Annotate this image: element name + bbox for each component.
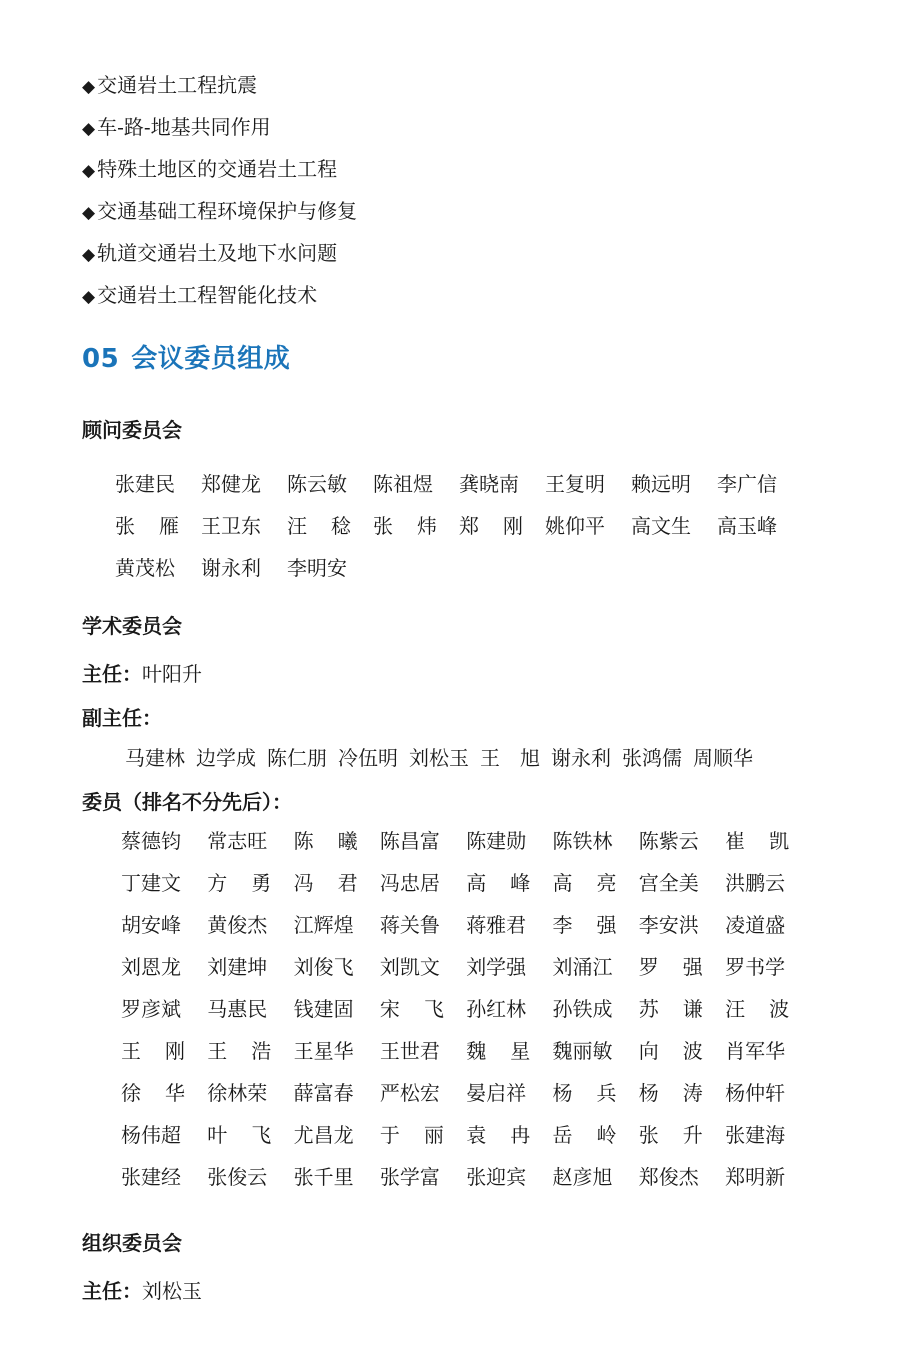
member-name-text xyxy=(725,994,789,1024)
member-name: 姚仰平 xyxy=(545,514,605,538)
member-name-char: 刚 xyxy=(165,1039,185,1063)
member-name: 张千里 xyxy=(293,1165,354,1189)
member-name-char: 王 xyxy=(480,746,500,770)
section-heading xyxy=(82,338,290,375)
member-name xyxy=(380,994,466,1036)
member-name-text xyxy=(294,868,358,898)
member-name xyxy=(294,868,380,910)
member-name: 蒋关鲁 xyxy=(379,913,440,937)
member-name-text xyxy=(466,1036,530,1066)
member-name-char: 刚 xyxy=(503,514,523,538)
organizing-chair-line xyxy=(82,1275,202,1304)
member-name-char: 波 xyxy=(682,1039,703,1063)
member-name: 郑健龙 xyxy=(201,472,261,496)
topic-item xyxy=(82,152,357,194)
member-name-char: 峰 xyxy=(510,871,531,895)
academic-vice-chair-list xyxy=(125,742,764,771)
member-name: 徐林荣 xyxy=(207,1081,268,1105)
member-name xyxy=(294,826,380,868)
member-name-char: 袁 xyxy=(466,1123,487,1147)
member-name: 王世君 xyxy=(379,1039,440,1063)
member-name: 马惠民 xyxy=(207,997,268,1021)
topic-text: 交通基础工程环境保护与修复 xyxy=(97,199,358,223)
member-name: 钱建固 xyxy=(293,997,354,1021)
member-name xyxy=(639,1036,725,1078)
member-name: 陈祖煜 xyxy=(373,472,433,496)
section-number: 05 xyxy=(82,344,120,374)
member-name: 黄茂松 xyxy=(115,556,175,580)
member-name: 孙红林 xyxy=(466,997,527,1021)
member-name-text xyxy=(373,511,437,541)
member-name: 江辉煌 xyxy=(293,913,354,937)
member-name: 周顺华 xyxy=(693,746,753,770)
member-name-char: 雁 xyxy=(159,514,179,538)
organizing-chair-name: 刘松玉 xyxy=(142,1279,202,1303)
member-name-char: 勇 xyxy=(251,871,272,895)
member-name xyxy=(552,1078,638,1120)
member-name: 张迎宾 xyxy=(466,1165,527,1189)
member-name-char: 飞 xyxy=(251,1123,272,1147)
member-name: 王复明 xyxy=(545,472,605,496)
member-name xyxy=(121,1078,207,1120)
member-name: 高玉峰 xyxy=(717,514,777,538)
member-name-char: 崔 xyxy=(725,829,746,853)
member-name: 胡安峰 xyxy=(121,913,181,937)
member-name: 李明安 xyxy=(287,556,347,580)
member-name: 赖远明 xyxy=(631,472,691,496)
topic-text: 交通岩土工程智能化技术 xyxy=(97,283,318,307)
member-name-char: 波 xyxy=(769,997,790,1021)
member-name: 李广信 xyxy=(717,472,777,496)
member-name: 蒋雅君 xyxy=(466,913,527,937)
member-name: 洪鹏云 xyxy=(725,871,786,895)
member-name-char: 方 xyxy=(207,871,228,895)
member-name-char: 高 xyxy=(552,871,573,895)
member-name xyxy=(639,1120,725,1162)
member-name xyxy=(725,994,811,1036)
member-name xyxy=(639,1078,725,1120)
member-name: 刘涌江 xyxy=(552,955,613,979)
member-name xyxy=(207,1120,293,1162)
member-name-char: 丽 xyxy=(423,1123,444,1147)
member-name xyxy=(639,994,725,1036)
member-name-text xyxy=(639,1078,703,1108)
member-name-char: 李 xyxy=(552,913,573,937)
member-name-char: 张 xyxy=(373,514,393,538)
member-name-char: 魏 xyxy=(466,1039,487,1063)
member-name: 赵彦旭 xyxy=(552,1165,613,1189)
member-name-char: 升 xyxy=(682,1123,703,1147)
member-name-char: 向 xyxy=(638,1039,659,1063)
member-name: 谢永利 xyxy=(201,556,261,580)
member-name: 晏启祥 xyxy=(466,1081,527,1105)
member-name-char: 杨 xyxy=(552,1081,573,1105)
member-name xyxy=(466,868,552,910)
member-name: 冷伍明 xyxy=(338,746,398,770)
academic-chair-name: 叶阳升 xyxy=(142,662,202,686)
member-name-char: 罗 xyxy=(638,955,659,979)
member-name: 罗书学 xyxy=(725,955,786,979)
academic-committee-heading: 学术委员会 xyxy=(82,614,182,638)
academic-vice-label: 副主任： xyxy=(82,706,162,730)
member-name-char: 凯 xyxy=(769,829,790,853)
member-name: 孙铁成 xyxy=(552,997,613,1021)
member-name: 高文生 xyxy=(631,514,691,538)
member-name xyxy=(480,742,540,771)
member-name: 薛富春 xyxy=(293,1081,354,1105)
member-name-char: 叶 xyxy=(207,1123,228,1147)
member-name xyxy=(466,1036,552,1078)
academic-vice-label-line xyxy=(82,702,162,731)
topic-list xyxy=(82,68,357,320)
member-name-char: 飞 xyxy=(423,997,444,1021)
member-name: 陈昌富 xyxy=(379,829,440,853)
member-name: 李安洪 xyxy=(638,913,699,937)
member-name: 刘俊飞 xyxy=(293,955,354,979)
member-name: 王星华 xyxy=(293,1039,354,1063)
topic-item xyxy=(82,110,357,152)
member-name-char: 苏 xyxy=(638,997,659,1021)
member-name: 杨伟超 xyxy=(121,1123,181,1147)
member-name: 张建海 xyxy=(725,1123,786,1147)
member-name-char: 陈 xyxy=(293,829,314,853)
member-name-text xyxy=(459,511,523,541)
member-name: 常志旺 xyxy=(207,829,268,853)
diamond-bullet-icon: ◆ xyxy=(82,287,96,307)
member-name-char: 君 xyxy=(337,871,358,895)
member-name-char: 星 xyxy=(510,1039,531,1063)
member-name-char: 宋 xyxy=(379,997,400,1021)
member-name-char: 强 xyxy=(596,913,617,937)
member-name-char: 王 xyxy=(207,1039,228,1063)
member-name-text xyxy=(121,1078,185,1108)
topic-item xyxy=(82,278,357,320)
member-name-char: 高 xyxy=(466,871,487,895)
member-name: 肖军华 xyxy=(725,1039,786,1063)
member-name-text xyxy=(639,952,703,982)
topic-item xyxy=(82,194,357,236)
member-name-char: 于 xyxy=(379,1123,400,1147)
member-name-char: 徐 xyxy=(121,1081,141,1105)
member-name-text xyxy=(207,1120,271,1150)
member-name xyxy=(207,1036,293,1078)
member-name: 宫全美 xyxy=(638,871,699,895)
member-name: 严松宏 xyxy=(379,1081,440,1105)
topic-text: 特殊土地区的交通岩土工程 xyxy=(97,157,338,181)
member-name-text xyxy=(287,511,351,541)
member-name-char: 强 xyxy=(682,955,703,979)
member-name: 王卫东 xyxy=(201,514,261,538)
member-name: 郑俊杰 xyxy=(638,1165,699,1189)
member-name: 张学富 xyxy=(379,1165,440,1189)
member-name-char: 郑 xyxy=(459,514,479,538)
member-name-text xyxy=(639,994,703,1024)
member-name: 张建经 xyxy=(121,1165,181,1189)
member-name xyxy=(287,511,373,553)
member-name: 罗彦斌 xyxy=(121,997,181,1021)
member-name: 郑明新 xyxy=(725,1165,786,1189)
member-name-char: 亮 xyxy=(596,871,617,895)
member-name xyxy=(552,1120,638,1162)
member-name-char: 旭 xyxy=(520,746,540,770)
diamond-bullet-icon: ◆ xyxy=(82,161,96,181)
member-name-text xyxy=(294,826,358,856)
member-name: 张俊云 xyxy=(207,1165,268,1189)
member-name: 刘学强 xyxy=(466,955,527,979)
member-name-text xyxy=(725,826,789,856)
member-name-text xyxy=(115,511,179,541)
member-name-char: 冯 xyxy=(293,871,314,895)
member-name-char: 涛 xyxy=(682,1081,703,1105)
member-name: 冯忠居 xyxy=(379,871,440,895)
member-name: 尤昌龙 xyxy=(293,1123,354,1147)
member-name-char: 炜 xyxy=(417,514,437,538)
diamond-bullet-icon: ◆ xyxy=(82,77,96,97)
member-name-char: 汪 xyxy=(725,997,746,1021)
member-name: 刘建坤 xyxy=(207,955,268,979)
member-name xyxy=(639,952,725,994)
member-name: 陈云敏 xyxy=(287,472,347,496)
member-name: 魏丽敏 xyxy=(552,1039,613,1063)
topic-text: 车-路-地基共同作用 xyxy=(97,115,271,139)
member-name-text xyxy=(552,1120,616,1150)
member-name: 刘松玉 xyxy=(409,746,469,770)
academic-members-label-line xyxy=(82,786,292,815)
member-name-char: 冉 xyxy=(510,1123,531,1147)
member-name: 杨仲轩 xyxy=(725,1081,786,1105)
member-name-text xyxy=(207,1036,271,1066)
member-name-char: 张 xyxy=(638,1123,659,1147)
member-name: 刘凯文 xyxy=(379,955,440,979)
member-name-char: 汪 xyxy=(287,514,307,538)
topic-text: 轨道交通岩土及地下水问题 xyxy=(97,241,338,265)
topic-item xyxy=(82,236,357,278)
member-name-text xyxy=(480,742,540,771)
member-name-char: 王 xyxy=(121,1039,141,1063)
member-name: 刘恩龙 xyxy=(121,955,181,979)
topic-text: 交通岩土工程抗震 xyxy=(97,73,258,97)
member-name xyxy=(552,868,638,910)
member-name-char: 华 xyxy=(165,1081,185,1105)
member-name: 陈铁林 xyxy=(552,829,613,853)
member-name-text xyxy=(552,1078,616,1108)
member-name-text xyxy=(380,1120,444,1150)
member-name: 凌道盛 xyxy=(725,913,786,937)
member-name-char: 岭 xyxy=(596,1123,617,1147)
member-name xyxy=(466,1120,552,1162)
advisory-committee-heading: 顾问委员会 xyxy=(82,418,182,442)
topic-item xyxy=(82,68,357,110)
member-name: 陈仁朋 xyxy=(267,746,327,770)
member-name-char: 杨 xyxy=(638,1081,659,1105)
organizing-chair-label: 主任： xyxy=(82,1279,142,1303)
member-name-text xyxy=(121,1036,185,1066)
academic-chair-label: 主任： xyxy=(82,662,142,686)
member-name: 马建林 xyxy=(125,746,185,770)
member-name: 张建民 xyxy=(115,472,175,496)
member-name-char: 稔 xyxy=(331,514,351,538)
advisory-member-grid xyxy=(115,469,803,595)
member-name-char: 兵 xyxy=(596,1081,617,1105)
member-name-char: 谦 xyxy=(682,997,703,1021)
member-name xyxy=(207,868,293,910)
member-name-text xyxy=(552,868,616,898)
member-name: 边学成 xyxy=(196,746,256,770)
member-name-text xyxy=(207,868,271,898)
member-name-char: 岳 xyxy=(552,1123,573,1147)
member-name xyxy=(459,511,545,553)
member-name-text xyxy=(639,1120,703,1150)
member-name: 蔡德钧 xyxy=(121,829,181,853)
member-name xyxy=(725,826,811,868)
member-name-char: 浩 xyxy=(251,1039,272,1063)
diamond-bullet-icon: ◆ xyxy=(82,245,96,265)
member-name: 黄俊杰 xyxy=(207,913,268,937)
member-name: 张鸿儒 xyxy=(622,746,682,770)
member-name xyxy=(380,1120,466,1162)
section-title-text: 会议委员组成 xyxy=(131,344,291,374)
member-name-text xyxy=(380,994,444,1024)
member-name-text xyxy=(639,1036,703,1066)
member-name-text xyxy=(552,910,616,940)
member-name: 陈紫云 xyxy=(638,829,699,853)
diamond-bullet-icon: ◆ xyxy=(82,203,96,223)
organizing-committee-heading: 组织委员会 xyxy=(82,1231,182,1255)
member-name-char: 张 xyxy=(115,514,135,538)
member-name-text xyxy=(466,1120,530,1150)
member-name: 陈建勋 xyxy=(466,829,527,853)
member-name xyxy=(115,511,201,553)
member-name xyxy=(552,910,638,952)
member-name-char: 曦 xyxy=(337,829,358,853)
member-name: 丁建文 xyxy=(121,871,181,895)
member-name xyxy=(373,511,459,553)
member-name-text xyxy=(466,868,530,898)
diamond-bullet-icon: ◆ xyxy=(82,119,96,139)
academic-member-grid xyxy=(121,826,811,1204)
academic-chair-line xyxy=(82,658,202,687)
member-name xyxy=(121,1036,207,1078)
academic-members-label: 委员（排名不分先后）： xyxy=(82,790,292,814)
member-name: 谢永利 xyxy=(551,746,611,770)
member-name: 龚晓南 xyxy=(459,472,519,496)
